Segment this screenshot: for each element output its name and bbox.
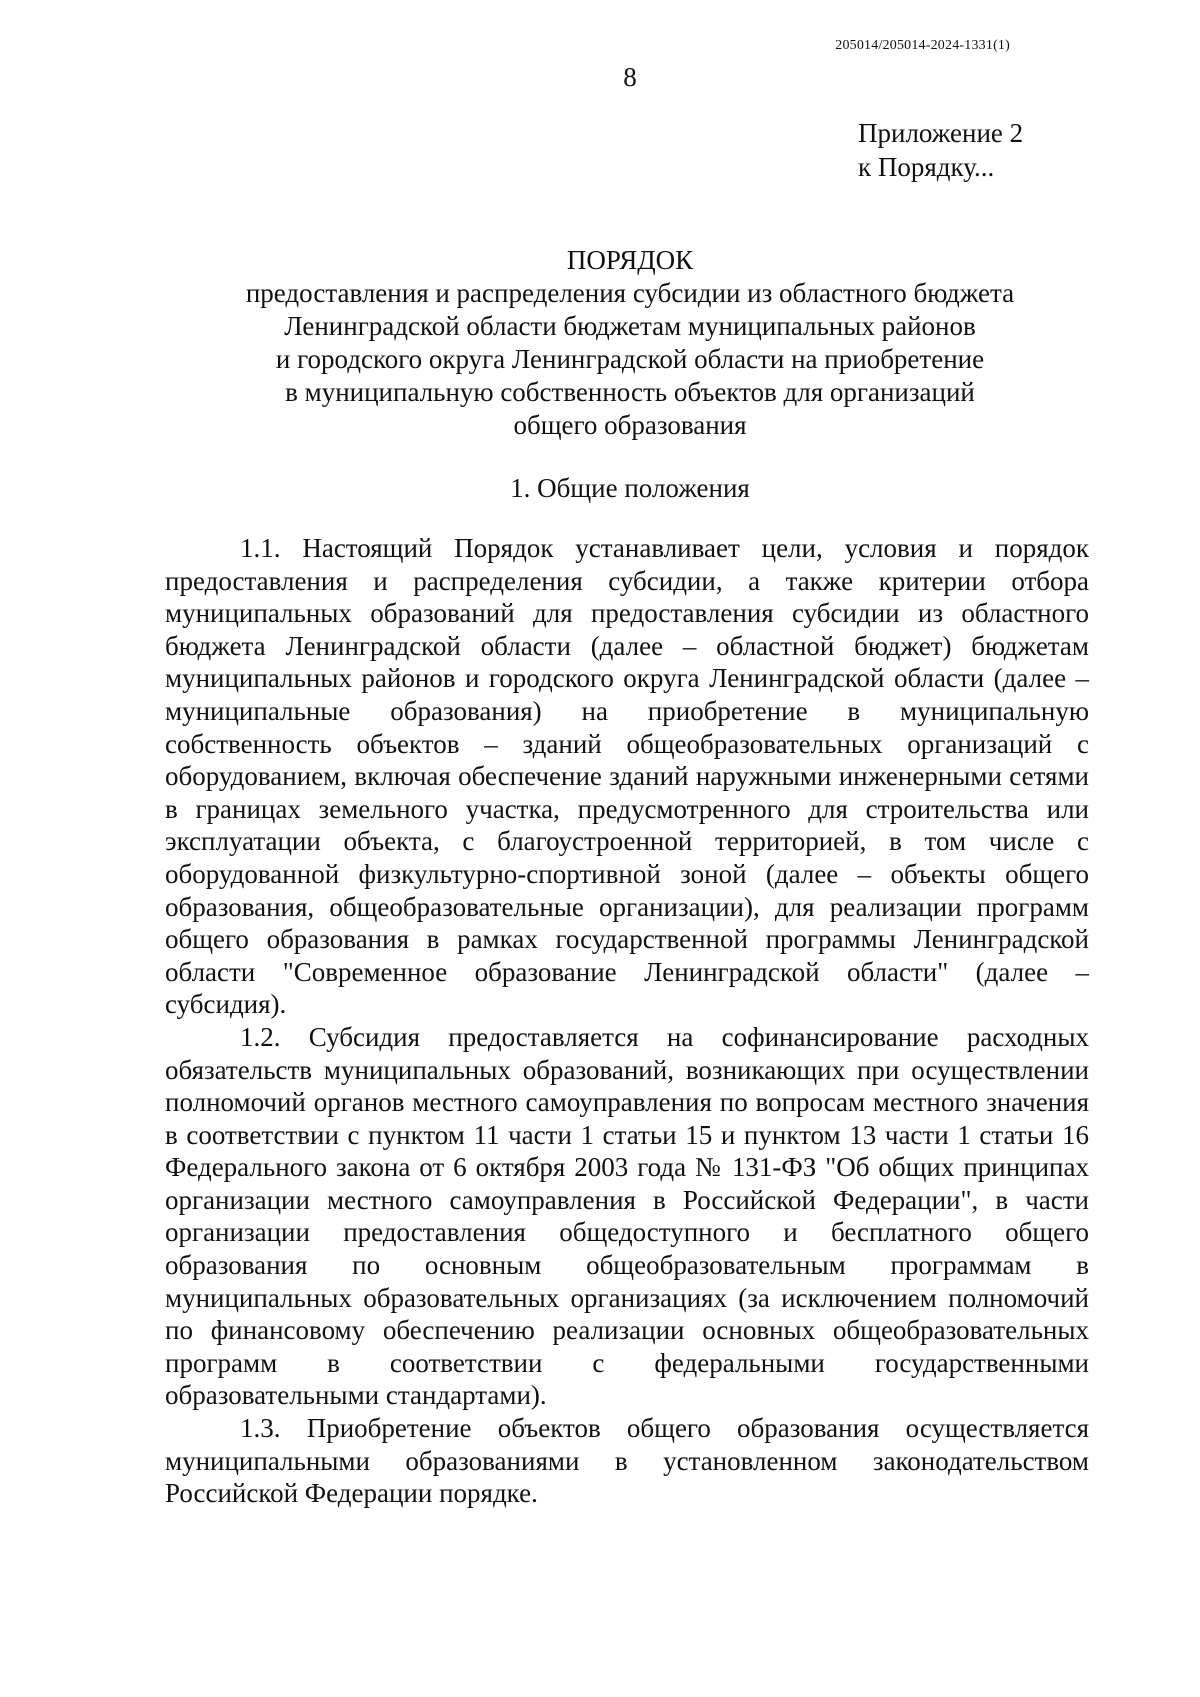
document-title xyxy=(165,244,1095,442)
appendix-line-2: к Порядку... xyxy=(858,152,995,182)
paragraph-1-3: 1.3. Приобретение объектов общего образования осуществляется муниципальными образованиями в установленном законодательством Российской Федерации порядке. xyxy=(165,1413,1089,1509)
paragraph-1-1: 1.1. Настоящий Порядок устанавливает цели, условия и порядок предоставления и распределения субсидии, а также критерии отбора муниципальных образований для предоставления субсидии из областного бюджета Ленинградской области (далее – областной бюджет) бюджетам муниципальных районов и городского округа Ленинградской области (далее – муниципальные образования) на приобретение в муниципальную собственность объектов – зданий общеобразовательных организаций с оборудованием, включая обеспечение зданий наружными инженерными сетями в границах земельного участка, предусмотренного для строительства или эксплуатации объекта, с благоустроенной территорией, в том числе с оборудованной физкультурно-спортивной зоной (далее – объекты общего образования, общеобразовательные организации), для реализации программ общего образования в рамках государственной программы Ленинградской области "Современное образование Ленинградской области" (далее – субсидия). xyxy=(165,533,1089,1020)
section-heading: 1. Общие положения xyxy=(510,473,750,503)
document-id: 205014/205014-2024-1331(1) xyxy=(835,38,1010,53)
title-line: Ленинградской области бюджетам муниципальных районов xyxy=(284,311,976,341)
appendix-line-1: Приложение 2 xyxy=(858,118,1024,148)
paragraph-1-2: 1.2. Субсидия предоставляется на софинансирование расходных обязательств муниципальных образований, возникающих при осуществлении полномочий органов местного самоуправления по вопросам местного значения в соответствии с пунктом 11 части 1 статьи 15 и пунктом 13 части 1 статьи 16 Федерального закона от 6 октября 2003 года № 131-ФЗ "Об общих принципах организации местного самоуправления в Российской Федерации", в части организации предоставления общедоступного и бесплатного общего образования по основным общеобразовательным программам в муниципальных образовательных организациях (за исключением полномочий по финансовому обеспечению реализации основных общеобразовательных программ в соответствии с федеральными государственными образовательными стандартами). xyxy=(165,1021,1089,1411)
title-heading: ПОРЯДОК xyxy=(566,245,694,275)
title-line: общего образования xyxy=(513,410,747,440)
title-line: предоставления и распределения субсидии из областного бюджета xyxy=(245,278,1015,308)
title-line: в муниципальную собственность объектов для организаций xyxy=(285,377,975,407)
title-line: и городского округа Ленинградской области на приобретение xyxy=(275,344,985,374)
page-number: 8 xyxy=(623,62,637,92)
appendix-reference xyxy=(858,116,1023,184)
section-body xyxy=(165,532,1089,1510)
